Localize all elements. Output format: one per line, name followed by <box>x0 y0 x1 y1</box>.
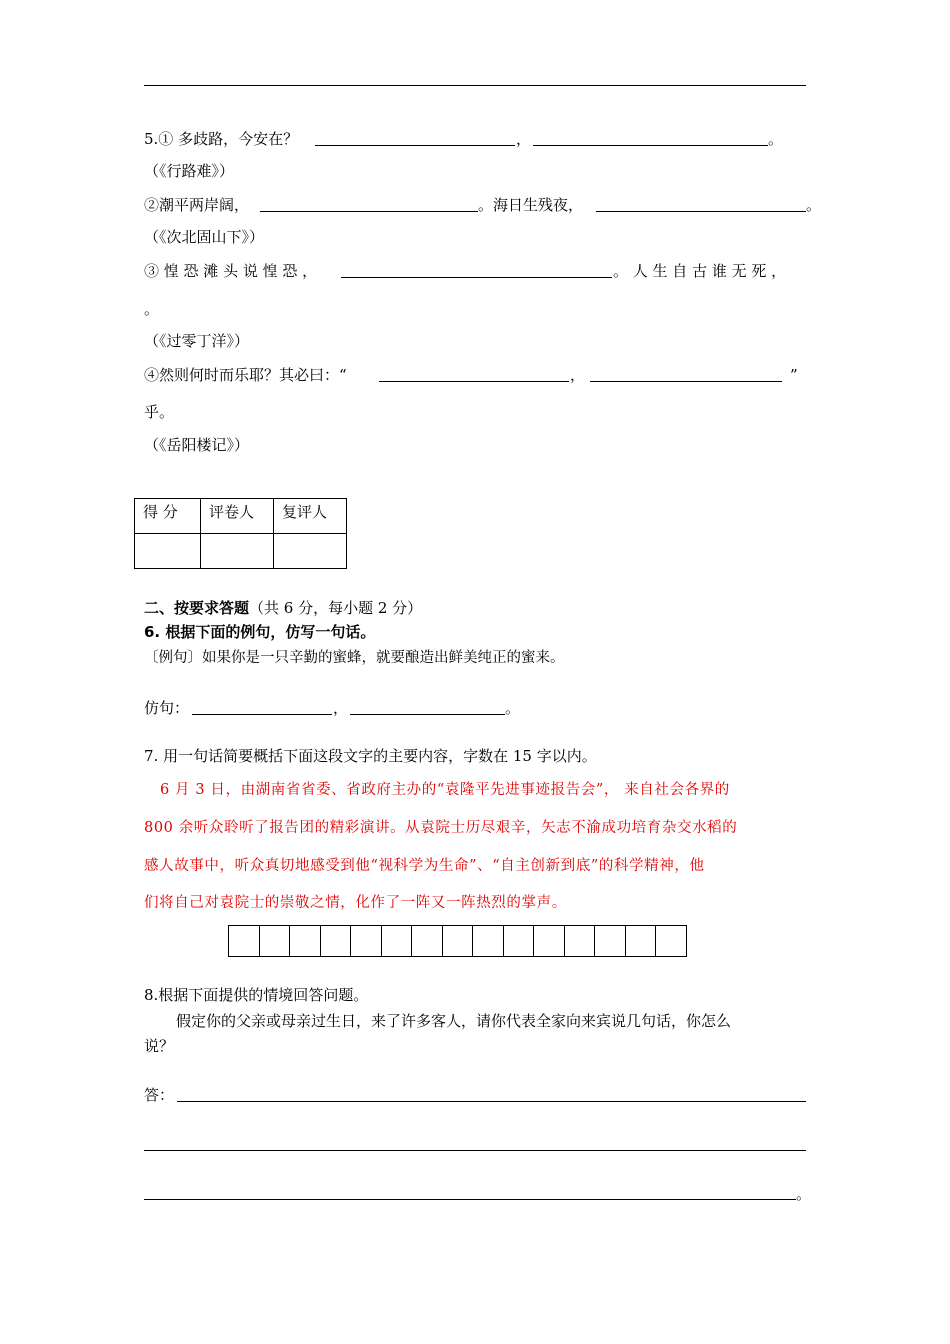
header-rule <box>144 85 806 86</box>
q5-blank-3[interactable] <box>260 211 478 212</box>
q5-blank-4[interactable] <box>596 211 806 212</box>
q5-source-2: （《次北固山下》） <box>144 228 265 246</box>
section2-note: （共 6 分，每小题 2 分） <box>249 599 423 617</box>
q7-passage-line-4: 们将自己对袁院士的崇敬之情，化作了一阵又一阵热烈的掌声。 <box>144 895 567 911</box>
q5-blank-6[interactable] <box>379 381 569 382</box>
score-cell-reviewer[interactable] <box>274 534 347 569</box>
q6-comma: ， <box>333 699 349 717</box>
q5-period-1: 。 <box>768 130 784 148</box>
grid-cell[interactable] <box>290 926 321 956</box>
grid-cell[interactable] <box>229 926 260 956</box>
q5-blank-5[interactable] <box>341 277 612 278</box>
section2-heading <box>144 598 422 618</box>
q5-line2-b: 。海日生残夜， <box>478 196 584 214</box>
score-cell-grader[interactable] <box>201 534 274 569</box>
q7-passage-line-2: 800 余听众聆听了报告团的精彩演讲。从袁院士历尽艰辛，矢志不渝成功培育杂交水稻的 <box>144 820 738 836</box>
q6-period: 。 <box>505 699 521 717</box>
q8-answer-line-1[interactable] <box>177 1101 806 1102</box>
q7-answer-grid[interactable] <box>228 925 687 957</box>
grid-cell[interactable] <box>656 926 687 956</box>
q8-answer-line-2[interactable] <box>144 1150 806 1151</box>
q7-passage-line-1: 6 月 3 日，由湖南省省委、省政府主办的“袁隆平先进事迹报告会”， 来自社会各界的 <box>160 782 730 798</box>
q5-comma-2: ， <box>570 366 586 384</box>
q5-line3-b: 。 人 生 自 古 谁 无 死 ， <box>613 262 787 280</box>
q8-answer-line-3[interactable] <box>144 1199 796 1200</box>
score-cell-score[interactable] <box>135 534 201 569</box>
q5-line3-c: 。 <box>144 300 160 318</box>
score-header-grader: 评卷人 <box>201 499 274 534</box>
q5-period-2: 。 <box>806 196 822 214</box>
grid-cell[interactable] <box>351 926 382 956</box>
score-header-score: 得 分 <box>135 499 201 534</box>
q6-answer-prefix: 仿句： <box>144 699 190 717</box>
q5-line4-a: ④然则何时而乐耶？其必曰：“ <box>144 366 347 384</box>
q6-example: 〔例句〕如果你是一只辛勤的蜜蜂，就要酿造出鲜美纯正的蜜来。 <box>144 650 565 666</box>
grid-cell[interactable] <box>260 926 291 956</box>
grid-cell[interactable] <box>382 926 413 956</box>
q5-close-quote: ” <box>790 366 798 384</box>
score-table <box>134 498 347 569</box>
grid-cell[interactable] <box>504 926 535 956</box>
grid-cell[interactable] <box>534 926 565 956</box>
q5-blank-2[interactable] <box>533 145 768 146</box>
grid-cell[interactable] <box>473 926 504 956</box>
grid-cell[interactable] <box>321 926 352 956</box>
grid-cell[interactable] <box>412 926 443 956</box>
q5-source-4: （《岳阳楼记》） <box>144 436 250 454</box>
q5-blank-1[interactable] <box>315 145 515 146</box>
q5-line1-prefix: 5.① 多歧路，今安在？ <box>144 130 299 148</box>
q8-title: 8.根据下面提供的情境回答问题。 <box>144 986 369 1004</box>
q5-line2-a: ②潮平两岸阔， <box>144 196 250 214</box>
q5-line3-a: ③ 惶 恐 滩 头 说 惶 恐 ， <box>144 262 318 280</box>
section2-title: 二、按要求答题 <box>144 599 250 617</box>
q8-answer-prefix: 答： <box>144 1086 175 1104</box>
q8-prompt-line-2: 说？ <box>144 1037 175 1055</box>
q5-line4-hu: 乎。 <box>144 403 175 421</box>
q8-prompt-line-1: 假定你的父亲或母亲过生日，来了许多客人，请你代表全家向来宾说几句话，你怎么 <box>176 1012 732 1030</box>
q5-comma-1: ， <box>516 130 532 148</box>
q5-source-3: （《过零丁洋》） <box>144 332 250 350</box>
q6-title: 6. 根据下面的例句，仿写一句话。 <box>144 623 376 641</box>
grid-cell[interactable] <box>595 926 626 956</box>
score-header-reviewer: 复评人 <box>274 499 347 534</box>
grid-cell[interactable] <box>443 926 474 956</box>
q6-blank-2[interactable] <box>350 714 505 715</box>
grid-cell[interactable] <box>626 926 657 956</box>
grid-cell[interactable] <box>565 926 596 956</box>
q7-passage-line-3: 感人故事中，听众真切地感受到他“视科学为生命”、“自主创新到底”的科学精神，他 <box>144 858 705 874</box>
q5-blank-7[interactable] <box>590 381 782 382</box>
q8-end-period: 。 <box>796 1185 812 1203</box>
q7-title: 7. 用一句话简要概括下面这段文字的主要内容，字数在 15 字以内。 <box>144 747 597 765</box>
q5-source-1: （《行路难》） <box>144 162 235 180</box>
q6-blank-1[interactable] <box>192 714 332 715</box>
